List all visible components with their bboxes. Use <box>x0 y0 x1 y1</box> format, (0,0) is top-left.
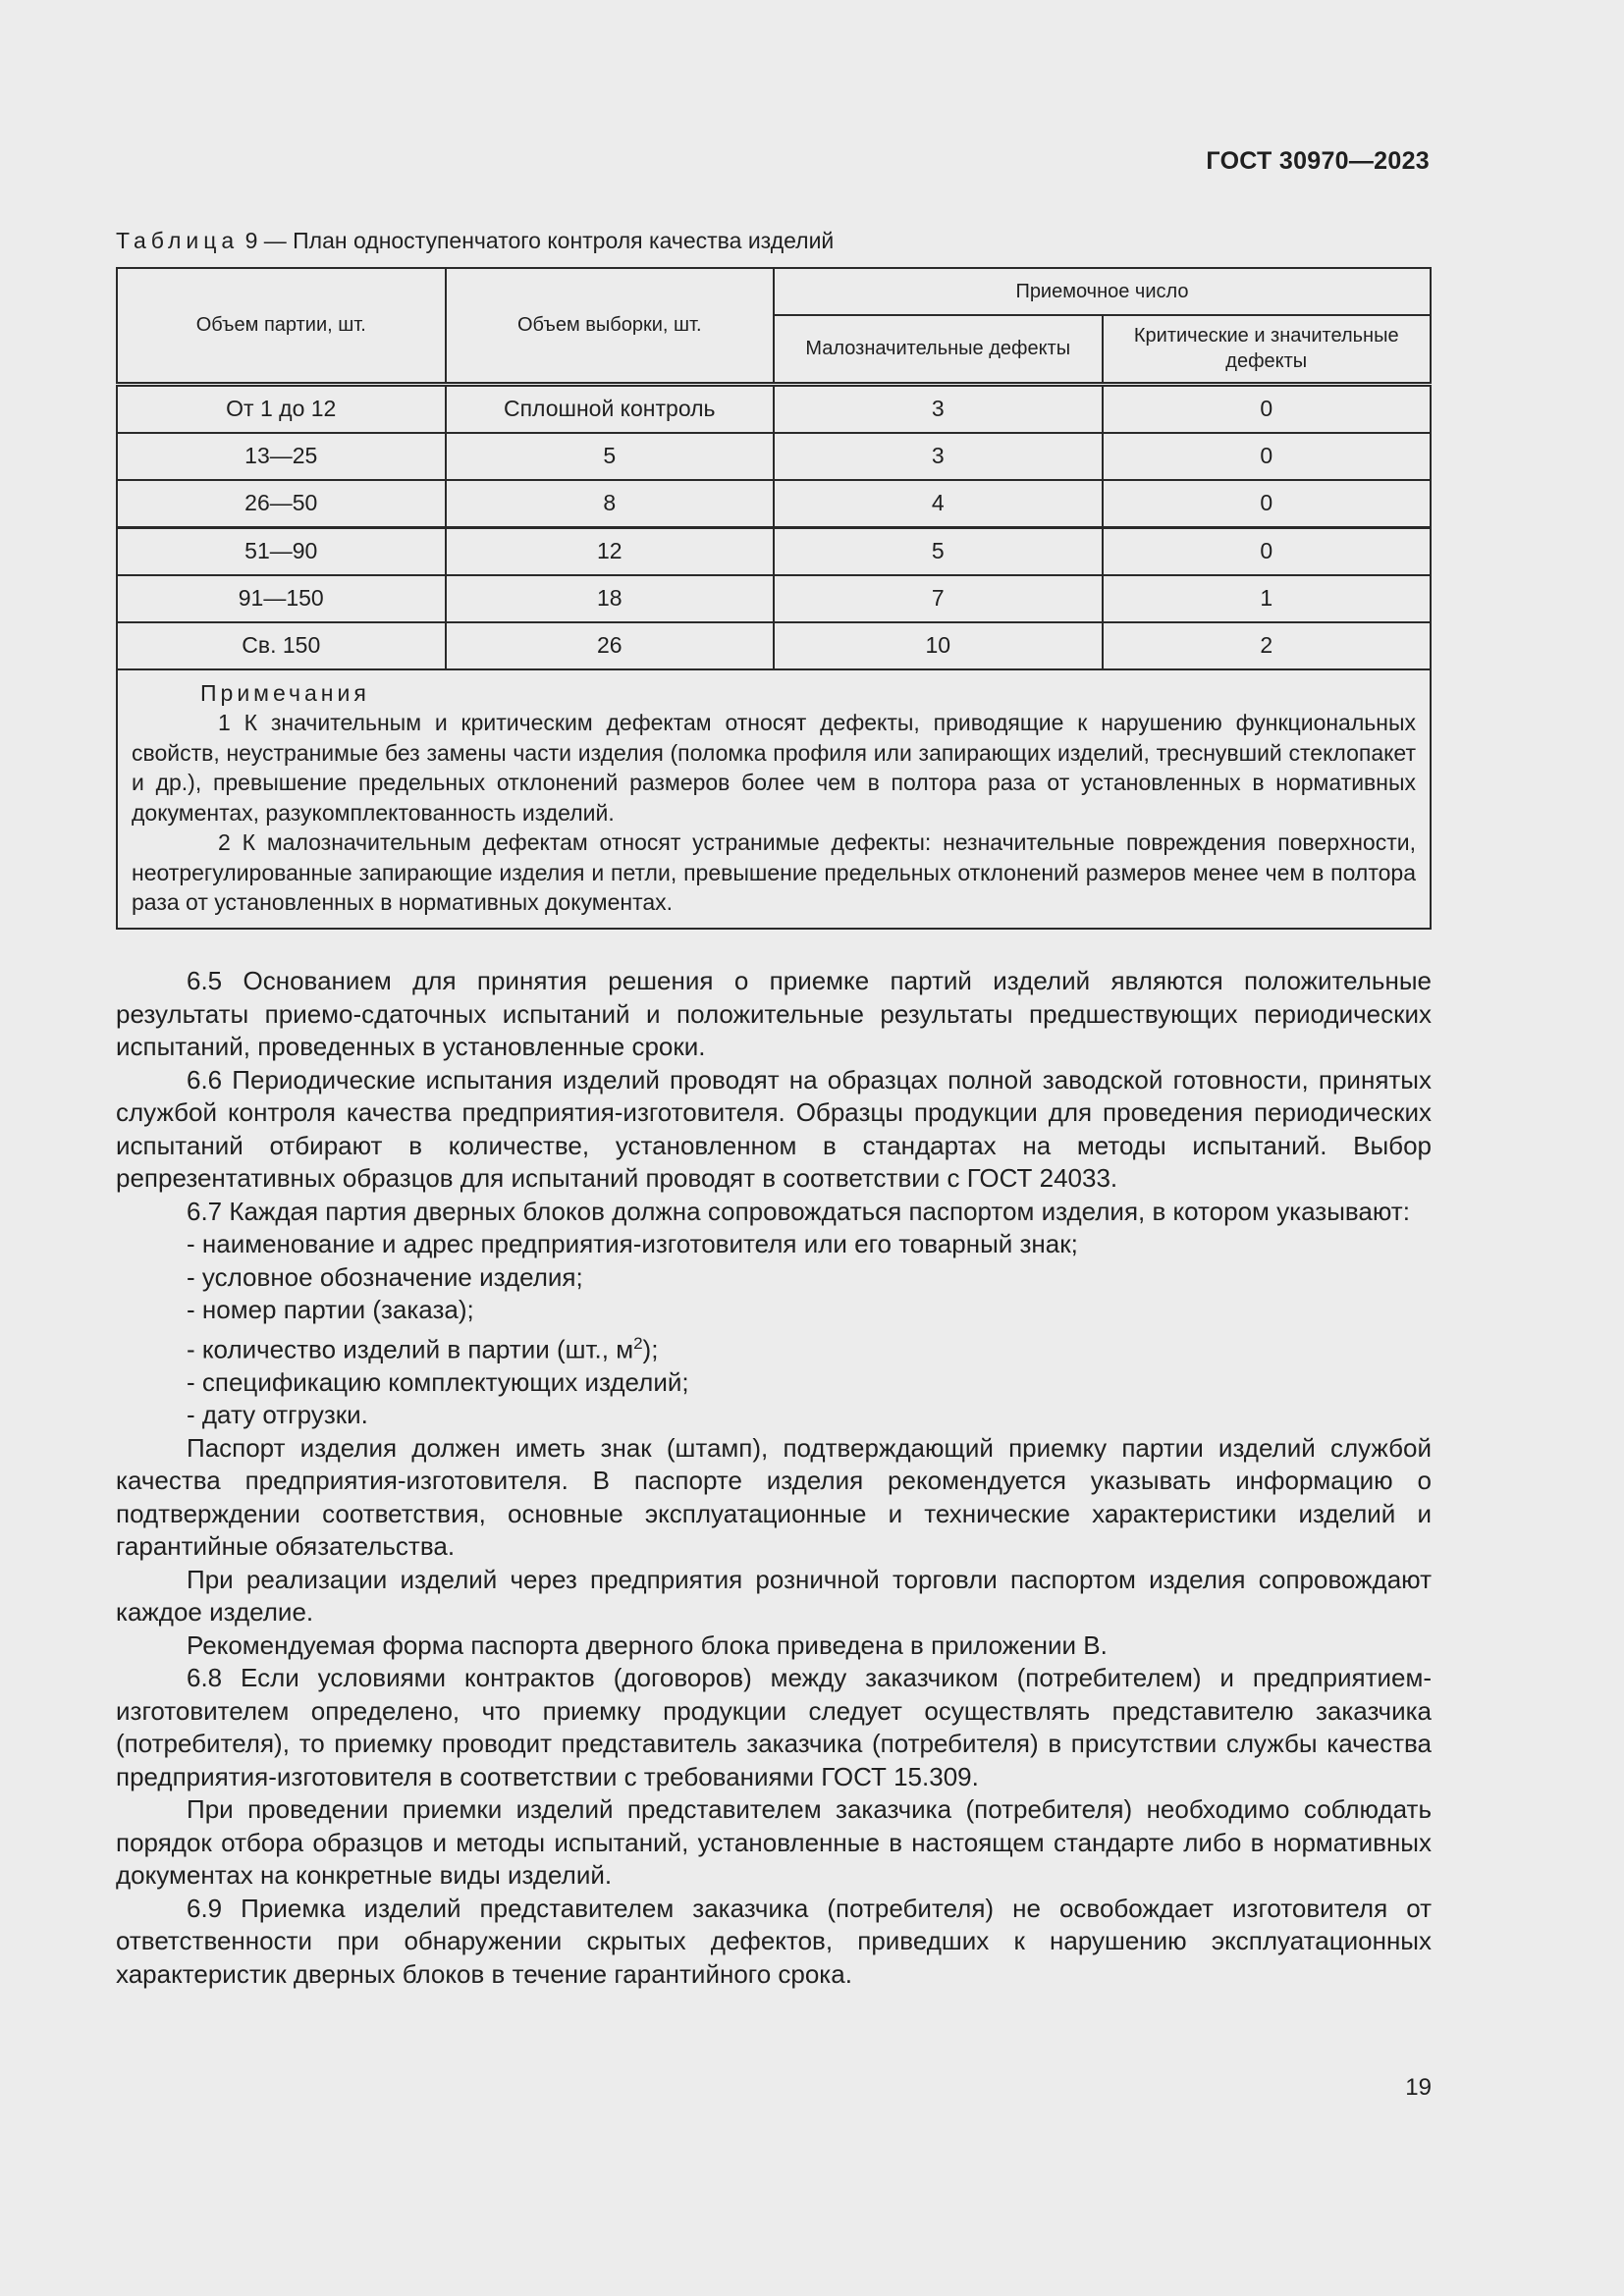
list-item <box>116 1327 1432 1366</box>
header-sample-size: Объем выборки, шт. <box>446 268 775 384</box>
cell-sample: 12 <box>446 527 775 575</box>
cell-critical: 0 <box>1103 384 1432 433</box>
table-row <box>117 527 1431 575</box>
cell-lot: 91—150 <box>117 575 446 622</box>
paragraph-6-9: 6.9 Приемка изделий представителем заказчика (потребителя) не освобождает изготовителя от ответственности при обнаружении скрытых дефектов, приведших к нарушению эксплуатационных характеристик дверных блоков в течение гарантийного срока. <box>116 1893 1432 1989</box>
table-row <box>117 575 1431 622</box>
table-row <box>117 622 1431 669</box>
paragraph-6-5: 6.5 Основанием для принятия решения о приемке партий изделий являются положительные результаты приемо-сдаточных испытаний и положительные результаты предшествующих периодических испытаний, проведенных в установленные сроки. <box>116 966 1432 1061</box>
table-row <box>117 433 1431 480</box>
note-2: 2 К малозначительным дефектам относят устранимые дефекты: незначительные повреждения поверхности, неотрегулированные запирающие изделия и петли, превышение предельных отклонений размеров менее чем в полтора раза от установленных в нормативных документах. <box>132 829 1416 915</box>
acceptance-plan-table <box>116 267 1432 930</box>
list-item: - условное обозначение изделия; <box>187 1261 583 1292</box>
paragraph-form: Рекомендуемая форма паспорта дверного блока приведена в приложении В. <box>187 1629 1108 1660</box>
cell-sample: Сплошной контроль <box>446 384 775 433</box>
cell-minor: 7 <box>774 575 1103 622</box>
cell-minor: 5 <box>774 527 1103 575</box>
list-item: - спецификацию комплектующих изделий; <box>187 1366 689 1397</box>
cell-lot: 51—90 <box>117 527 446 575</box>
document-code: ГОСТ 30970—2023 <box>1206 147 1430 175</box>
list-item: - наименование и адрес предприятия-изготовителя или его товарный знак; <box>187 1229 1078 1258</box>
cell-minor: 10 <box>774 622 1103 669</box>
paragraph-6-7: 6.7 Каждая партия дверных блоков должна сопровождаться паспортом изделия, в котором указывают: <box>187 1196 1410 1226</box>
paragraph-6-8: 6.8 Если условиями контрактов (договоров) между заказчиком (потребителем) и предприятием-изготовителем определено, что приемку продукции следует осуществлять представителю заказчика (потребителя), то приемку проводит представитель заказчика (потребителя) в присутствии службы качества предприятия-изготовителя в соответствии с требованиями ГОСТ 15.309. <box>116 1663 1432 1791</box>
header-critical-defects: Критические и значительные дефекты <box>1103 315 1432 384</box>
page-number: 19 <box>1405 2074 1432 2101</box>
cell-lot: От 1 до 12 <box>117 384 446 433</box>
paragraph-customer: При проведении приемки изделий представителем заказчика (потребителя) необходимо соблюдать порядок отбора образцов и методы испытаний, установленные в настоящем стандарте либо в нормативных документах на конкретные виды изделий. <box>116 1794 1432 1891</box>
list-item: - дату отгрузки. <box>187 1400 368 1430</box>
table-caption-text: 9 — План одноступенчатого контроля качества изделий <box>239 228 835 253</box>
table-caption-prefix: Таблица <box>116 228 240 253</box>
cell-sample: 26 <box>446 622 775 669</box>
cell-sample: 18 <box>446 575 775 622</box>
superscript: 2 <box>633 1333 643 1353</box>
list-item-text: - количество изделий в партии (шт., м <box>187 1334 634 1364</box>
table-notes-row <box>117 669 1431 929</box>
paragraph-passport: Паспорт изделия должен иметь знак (штамп), подтверждающий приемку партии изделий службой качества предприятия-изготовителя. В паспорте изделия рекомендуется указывать информацию о подтверждении соответствия, основные эксплуатационные и технические характеристики изделий и гарантийные обязательства. <box>116 1432 1432 1562</box>
cell-sample: 8 <box>446 480 775 528</box>
cell-minor: 3 <box>774 384 1103 433</box>
cell-minor: 3 <box>774 433 1103 480</box>
header-acceptance-number: Приемочное число <box>774 268 1431 315</box>
cell-critical: 1 <box>1103 575 1432 622</box>
cell-sample: 5 <box>446 433 775 480</box>
table-row <box>117 384 1431 433</box>
cell-critical: 0 <box>1103 433 1432 480</box>
cell-lot: 26—50 <box>117 480 446 528</box>
cell-lot: 13—25 <box>117 433 446 480</box>
table-notes <box>117 669 1431 929</box>
header-minor-defects: Малозначительные дефекты <box>774 315 1103 384</box>
note-1: 1 К значительным и критическим дефектам относят дефекты, приводящие к нарушению функциональных свойств, неустранимые без замены части изделия (поломка профиля или запирающих изделий, треснувший стеклопакет и др.), превышение предельных отклонений размеров более чем в полтора раза от установленных в нормативных документах, разукомплектованность изделий. <box>132 710 1416 826</box>
header-lot-size: Объем партии, шт. <box>117 268 446 384</box>
list-item-text-end: ); <box>642 1334 659 1364</box>
cell-lot: Св. 150 <box>117 622 446 669</box>
list-item: - номер партии (заказа); <box>187 1295 474 1324</box>
paragraph-retail: При реализации изделий через предприятия розничной торговли паспортом изделия сопровождают каждое изделие. <box>116 1564 1432 1628</box>
body-text <box>116 965 1432 1991</box>
cell-minor: 4 <box>774 480 1103 528</box>
cell-critical: 0 <box>1103 527 1432 575</box>
paragraph-6-6: 6.6 Периодические испытания изделий проводят на образцах полной заводской готовности, принятых службой контроля качества предприятия-изготовителя. Образцы продукции для проведения периодических испытаний отбирают в количестве, установленном в стандартах на методы испытаний. Выбор репрезентативных образцов для испытаний проводят в соответствии с ГОСТ 24033. <box>116 1064 1432 1193</box>
cell-critical: 0 <box>1103 480 1432 528</box>
table-row <box>117 480 1431 528</box>
table-caption <box>116 228 834 254</box>
notes-title: Примечания <box>200 679 370 706</box>
cell-critical: 2 <box>1103 622 1432 669</box>
